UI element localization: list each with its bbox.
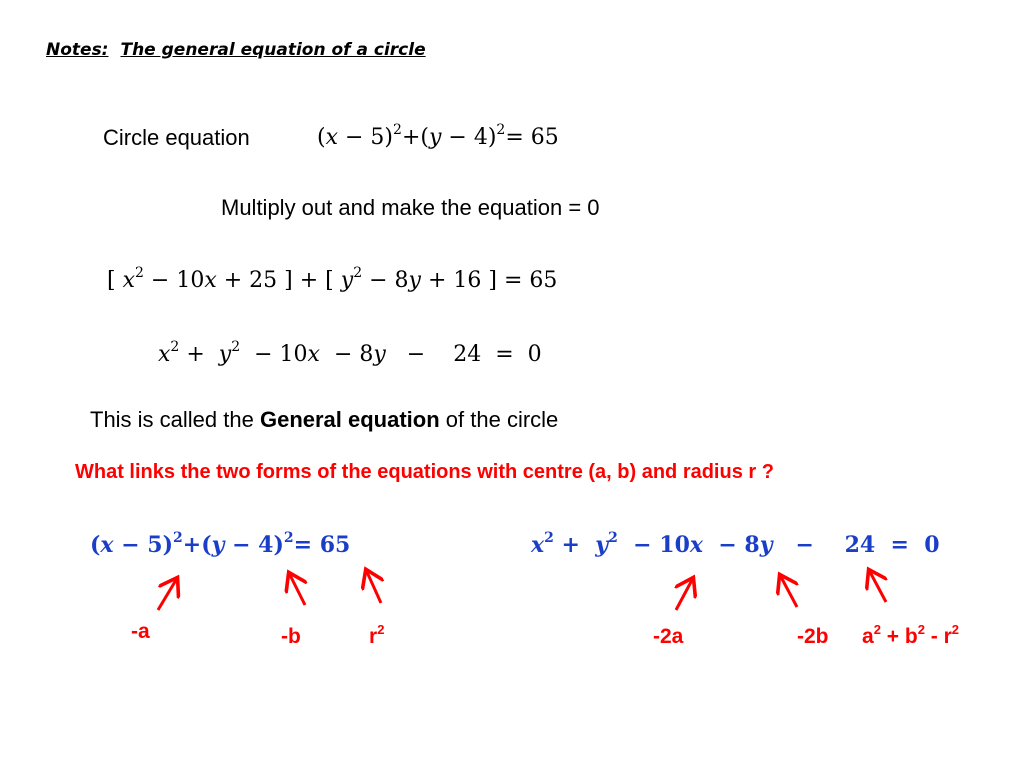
eq-exponent: 2 (283, 530, 294, 546)
eq-part: − 5) (338, 125, 394, 150)
eq-part: + (179, 342, 219, 367)
eq-part: + 16 ] = 65 (420, 268, 558, 293)
eq-var-y: y (373, 342, 386, 367)
label-exponent: 2 (917, 622, 925, 637)
eq-var-y: y (211, 532, 225, 558)
eq-part: + 25 ] + [ (216, 268, 341, 293)
label-neg-b: -b (281, 625, 301, 648)
eq-var-y: y (218, 342, 232, 367)
eq-var-x: x (689, 532, 703, 558)
eq-var-y: y (428, 125, 442, 150)
eq-exponent: 2 (353, 265, 363, 281)
eq-exponent: 2 (496, 122, 506, 138)
notes-title-text: The general equation of a circle (120, 40, 426, 60)
eq-part: − 8 (362, 268, 409, 293)
eq-var-y: y (595, 532, 609, 558)
label-part: + b (880, 625, 918, 648)
note-text: This is called the (90, 407, 260, 432)
eq-part: = 65 (505, 125, 559, 150)
label-r-squared (369, 622, 385, 649)
instruction-text: Multiply out and make the equation = 0 (221, 195, 600, 220)
eq-var-x: x (204, 268, 217, 293)
eq-exponent: 2 (170, 339, 180, 355)
eq-part: + (553, 532, 596, 558)
eq-part: − 10 (617, 532, 690, 558)
eq-part: ( (317, 125, 326, 150)
eq-part: +( (182, 532, 212, 558)
eq-part: − 8 (703, 532, 760, 558)
eq-var-x: x (100, 532, 114, 558)
eq-var-x: x (325, 125, 339, 150)
label-neg-2a: -2a (653, 625, 684, 648)
eq-var-x: x (158, 342, 171, 367)
arrow-neg-b (290, 575, 305, 605)
label-constant (862, 622, 959, 649)
eq-part: ( (90, 532, 101, 558)
eq-part: − 4) (441, 125, 497, 150)
notes-title-prefix: Notes: (46, 40, 109, 60)
eq-part: − 10 (143, 268, 205, 293)
arrow-constant (870, 572, 886, 602)
eq-var-y: y (408, 268, 421, 293)
arrow-neg-2a (676, 580, 692, 610)
eq-part: − 4) (224, 532, 284, 558)
eq-var-y: y (340, 268, 354, 293)
eq-part: − 5) (113, 532, 174, 558)
eq-part: − 8 (319, 342, 374, 367)
label-exponent: 2 (873, 622, 881, 637)
label-neg-2b: -2b (797, 625, 829, 648)
eq-part: [ (107, 268, 123, 293)
label-neg-a: -a (131, 620, 150, 643)
eq-part: = 65 (293, 532, 351, 558)
note-bold-term: General equation (259, 407, 440, 432)
label-part: a (862, 625, 874, 648)
arrow-r2 (367, 572, 381, 603)
eq-exponent: 2 (173, 530, 183, 546)
question-text: What links the two forms of the equations with centre (a, b) and radius r ? (75, 461, 774, 483)
label-part: - r (924, 625, 952, 648)
label-exponent: 2 (951, 622, 959, 637)
note-text: of the circle (439, 407, 559, 432)
eq-var-x: x (531, 532, 545, 558)
arrow-neg-2b (781, 577, 797, 607)
eq-var-x: x (122, 268, 135, 293)
eq-exponent: 2 (608, 530, 618, 546)
eq-part: − 24 = 0 (385, 342, 542, 367)
label-exponent: 2 (377, 622, 385, 637)
eq-part: +( (401, 125, 429, 150)
eq-exponent: 2 (393, 122, 402, 138)
label-part: r (369, 625, 378, 648)
eq-part: − 24 = 0 (772, 532, 940, 558)
eq-exponent: 2 (231, 339, 241, 355)
eq-part: − 10 (240, 342, 308, 367)
eq-var-y: y (759, 532, 773, 558)
eq-exponent: 2 (135, 265, 144, 281)
circle-equation-label: Circle equation (103, 125, 250, 150)
arrow-neg-a (158, 580, 176, 610)
eq-exponent: 2 (544, 530, 554, 546)
eq-var-x: x (307, 342, 320, 367)
